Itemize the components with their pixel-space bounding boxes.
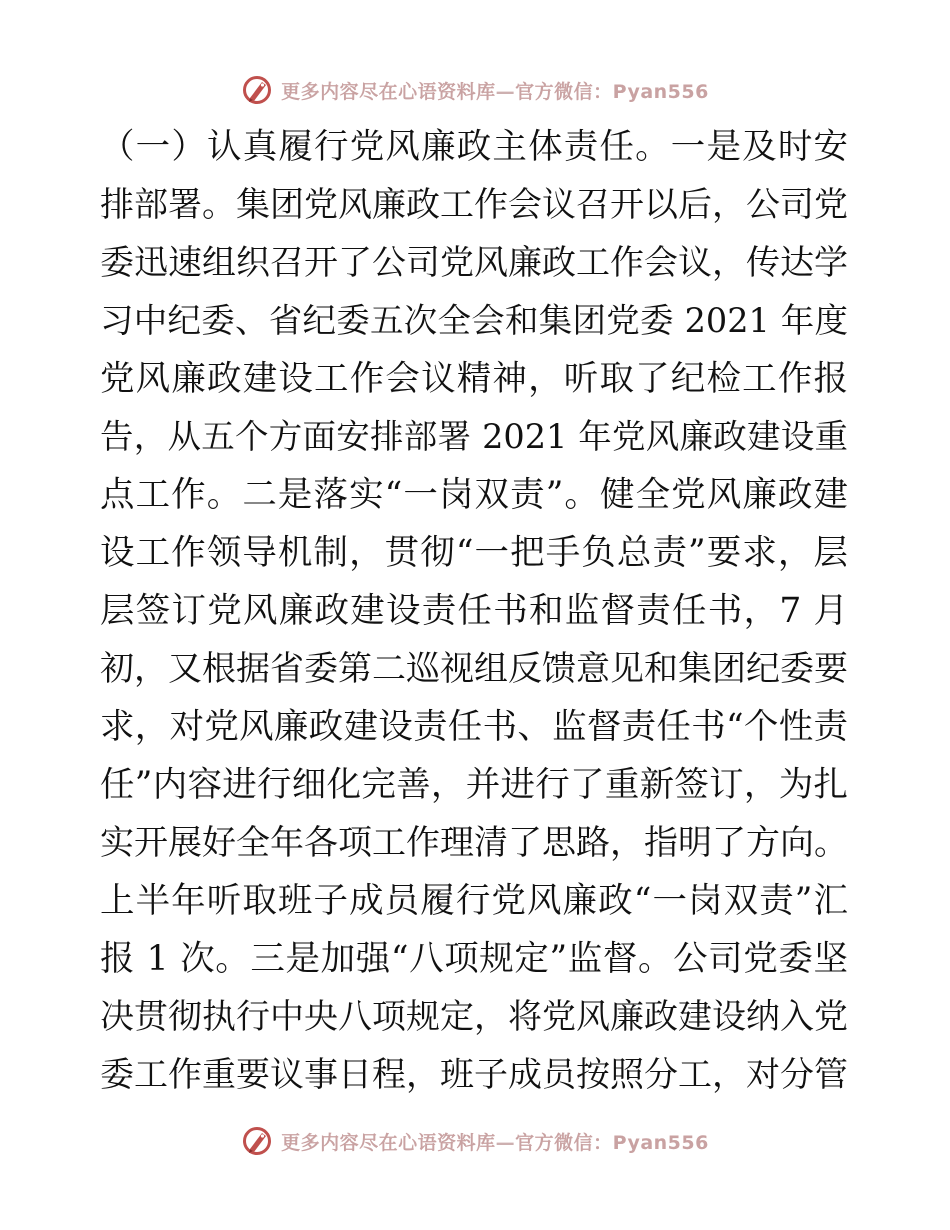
- body-line: 告，从五个方面安排部署 2021 年党风廉政建设重: [100, 417, 848, 456]
- pen-logo-icon: [241, 74, 273, 106]
- watermark-dash: —: [495, 80, 516, 103]
- watermark-text: [281, 77, 709, 104]
- watermark-text-right: 官方微信：Pyan556: [515, 1131, 709, 1154]
- watermark-text-right: 官方微信：Pyan556: [515, 80, 709, 103]
- watermark-text-left: 更多内容尽在心语资料库: [281, 1131, 496, 1154]
- watermark-text-left: 更多内容尽在心语资料库: [281, 80, 496, 103]
- body-line: 设工作领导机制，贯彻“一把手负总责”要求，层: [100, 533, 848, 573]
- body-line: 实开展好全年各项工作理清了思路，指明了方向。: [100, 823, 848, 863]
- body-line: 任”内容进行细化完善，并进行了重新签订，为扎: [100, 765, 848, 805]
- body-line: 点工作。二是落实“一岗双责”。健全党风廉政建: [100, 475, 848, 515]
- body-line: 上半年听取班子成员履行党风廉政“一岗双责”汇: [100, 881, 848, 921]
- body-line: 决贯彻执行中央八项规定，将党风廉政建设纳入党: [100, 997, 848, 1037]
- pen-logo-icon: [241, 1125, 273, 1157]
- body-line: 党风廉政建设工作会议精神，听取了纪检工作报: [100, 359, 848, 399]
- watermark-footer: [0, 1124, 950, 1158]
- body-line: 排部署。集团党风廉政工作会议召开以后，公司党: [100, 185, 848, 225]
- body-line: 求，对党风廉政建设责任书、监督责任书“个性责: [100, 707, 848, 747]
- body-line: 委工作重要议事日程，班子成员按照分工，对分管: [100, 1055, 848, 1095]
- body-line: （一）认真履行党风廉政主体责任。一是及时安: [100, 127, 848, 167]
- watermark-header: [0, 73, 950, 107]
- document-body: [100, 118, 848, 1104]
- body-line: 初，又根据省委第二巡视组反馈意见和集团纪委要: [100, 649, 848, 689]
- watermark-dash: —: [495, 1131, 516, 1154]
- watermark-text: [281, 1128, 709, 1155]
- body-line: 层签订党风廉政建设责任书和监督责任书，7 月: [100, 591, 848, 631]
- body-line: 报 1 次。三是加强“八项规定”监督。公司党委坚: [100, 939, 848, 979]
- body-line: 委迅速组织召开了公司党风廉政工作会议，传达学: [100, 243, 848, 283]
- body-line: 习中纪委、省纪委五次全会和集团党委 2021 年度: [100, 301, 848, 340]
